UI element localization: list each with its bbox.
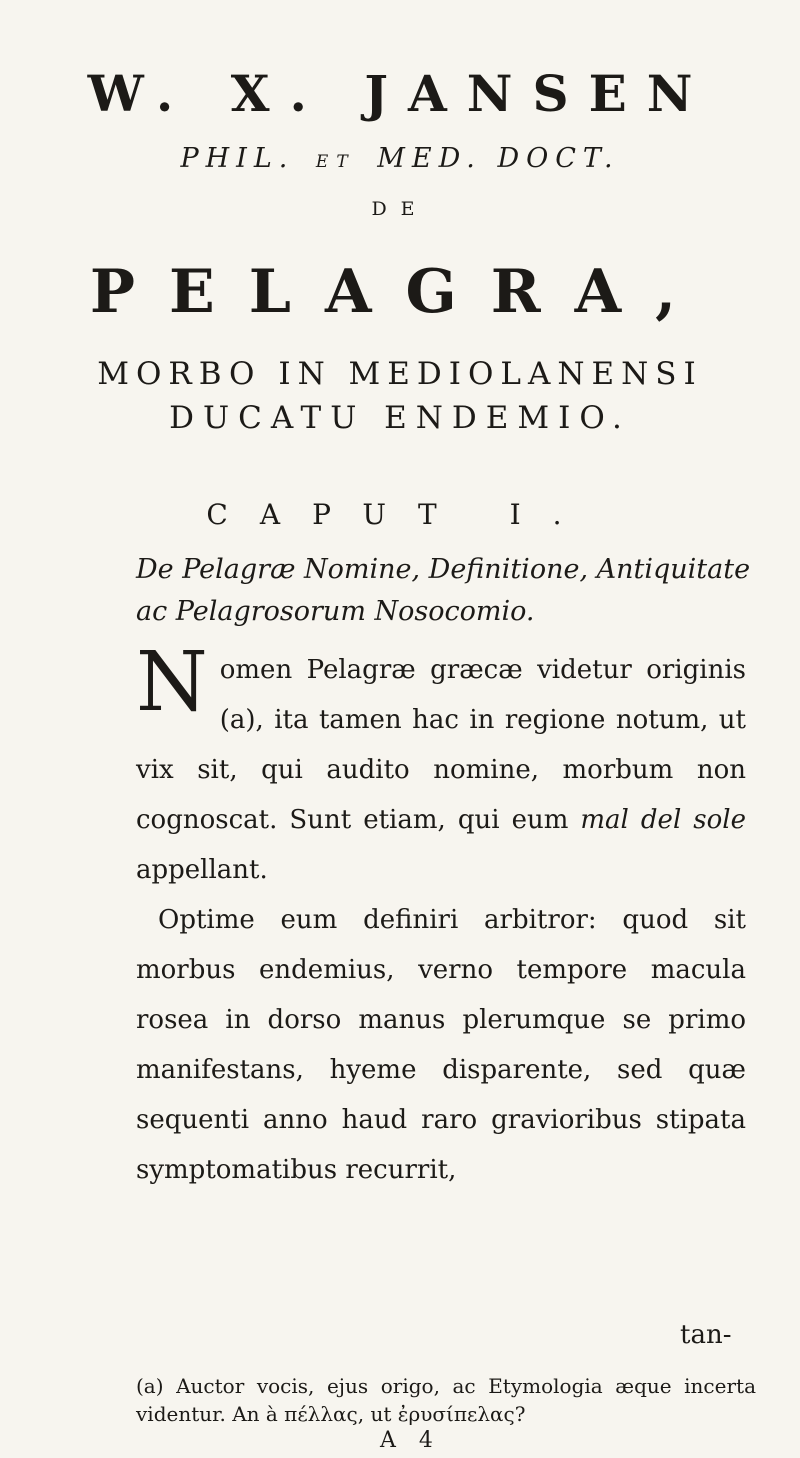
credential-et: ET: [315, 152, 356, 172]
subtitle-line-1: MORBO IN MEDIOLANENSI: [97, 356, 703, 392]
chapter-title: De Pelagræ Nomine, Definitione, Antiquitate ac Pelagrosorum Nosocomio.: [136, 554, 751, 627]
paragraph-1-start: omen Pelagræ græcæ videtur originis (a), ita tamen hac in regione notum, ut vix sit, qui audito nomine, morbum non cognoscat. Sunt etiam, qui eum: [136, 655, 746, 835]
credential-phil: PHIL.: [180, 143, 295, 174]
footnote-text: (a) Auctor vocis, ejus origo, ac Etymologia æque incerta videntur. An à πέλλας, ut ἐρυσίπελας?: [136, 1374, 756, 1426]
paragraph-1-italic: mal del sole: [580, 805, 747, 835]
paragraph-1: [136, 635, 747, 895]
subtitle-line-2: DUCATU ENDEMIO.: [169, 400, 631, 436]
chapter-heading: CAPUT I.: [206, 498, 594, 531]
main-title: PELAGRA,: [89, 257, 711, 327]
paragraph-1-end: appellant.: [136, 855, 268, 885]
body-text: [136, 635, 747, 1195]
preposition-de: DE: [371, 198, 429, 220]
signature-mark: A 4: [380, 1428, 441, 1453]
author-name: W. X. JANSEN: [87, 64, 713, 123]
drop-cap: N: [136, 635, 208, 730]
footnote: [136, 1372, 756, 1428]
credential-med: MED. DOCT.: [377, 143, 620, 174]
catchword: tan-: [680, 1320, 732, 1350]
author-credentials: [0, 143, 800, 174]
paragraph-2: Optime eum definiri arbitror: quod sit morbus endemius, verno tempore macula rosea in dorso manus plerumque se primo manifestans, hyeme disparente, sed quæ sequenti anno haud raro gravioribus stipata symptomatibus recurrit,: [136, 905, 746, 1185]
